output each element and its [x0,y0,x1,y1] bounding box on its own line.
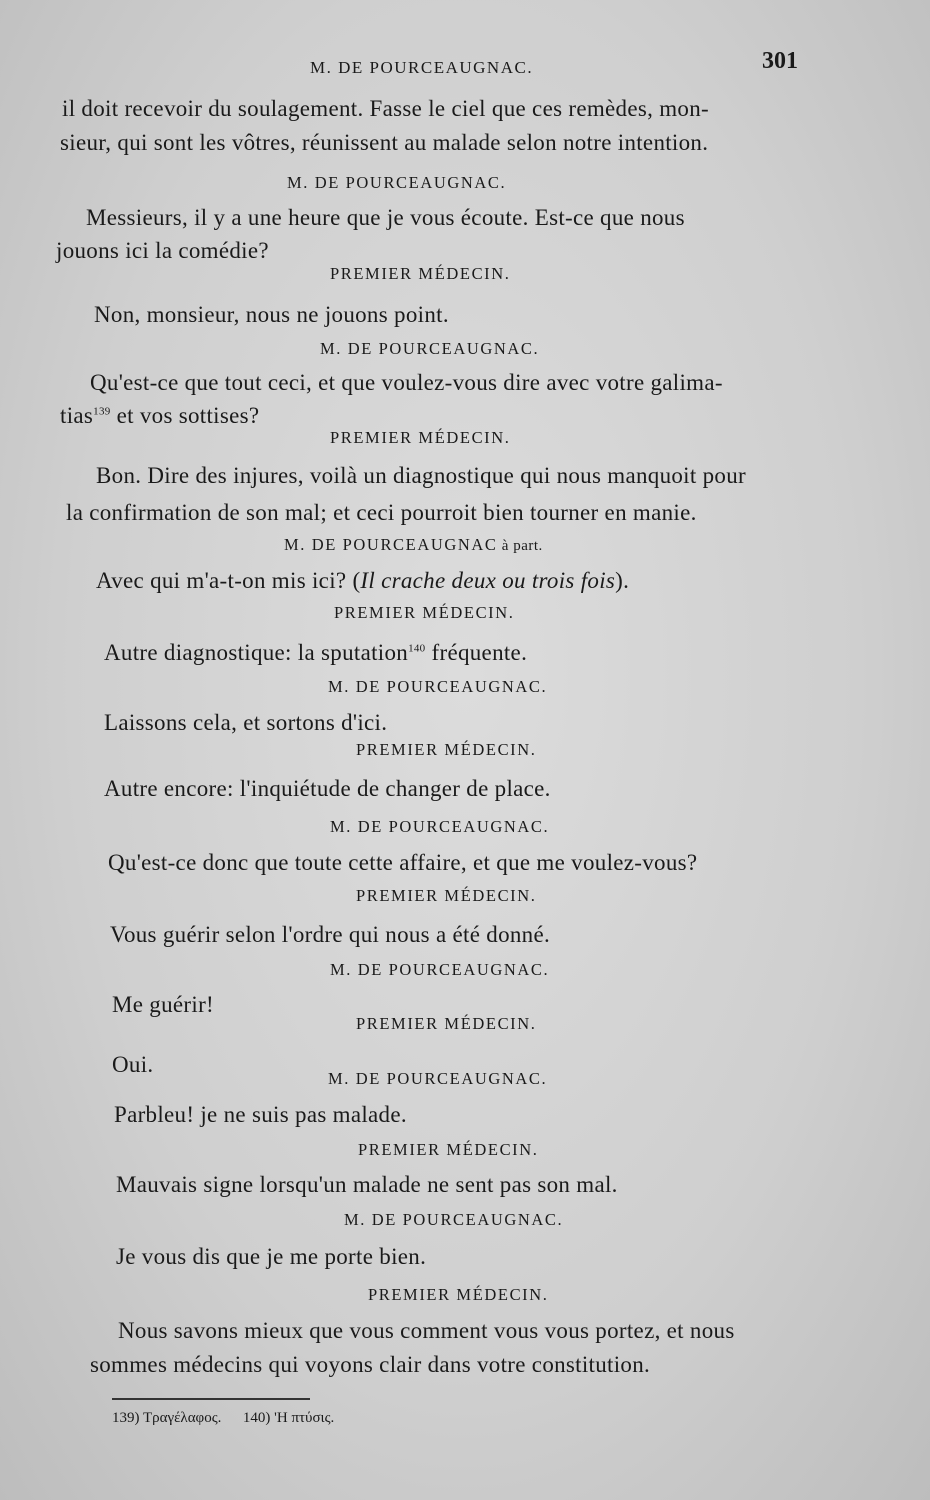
speaker-heading: PREMIER MÉDECIN. [356,886,537,905]
text-line: Bon. Dire des injures, voilà un diagnostique qui nous manquoit pour [96,463,746,488]
speaker-heading: M. DE POURCEAUGNAC. [344,1210,564,1229]
running-head: M. DE POURCEAUGNAC. [310,58,534,77]
text-segment: ). [615,568,630,593]
footnote-text: 'Η πτύσις. [274,1410,335,1426]
speaker-heading: PREMIER MÉDECIN. [330,264,511,283]
text-line: la confirmation de son mal; et ceci pourroit bien tourner en manie. [66,500,697,525]
speaker-heading [284,535,543,555]
text-segment: et vos sottises? [110,403,260,428]
text-segment: Autre diagnostique: la sputation [104,640,409,665]
text-line [96,568,629,594]
text-segment: fréquente. [425,640,528,665]
text-line: Mauvais signe lorsqu'un malade ne sent pas son mal. [116,1172,618,1197]
speaker-heading: M. DE POURCEAUGNAC. [328,1069,548,1088]
footnote-mark: 139) [112,1410,140,1426]
footnote-rule [112,1398,310,1400]
speaker-heading: PREMIER MÉDECIN. [358,1140,539,1159]
text-line: Qu'est-ce que tout ceci, et que voulez-vous dire avec votre galima- [90,370,723,395]
footnotes [112,1410,334,1427]
text-line: Parbleu! je ne suis pas malade. [114,1102,407,1127]
text-line: Vous guérir selon l'ordre qui nous a été donné. [110,922,551,947]
text-line: il doit recevoir du soulagement. Fasse le ciel que ces remèdes, mon- [62,96,709,121]
speaker-heading: PREMIER MÉDECIN. [368,1285,549,1304]
speaker-heading: PREMIER MÉDECIN. [330,428,511,447]
stage-aside: à part. [497,538,543,554]
text-line: Autre encore: l'inquiétude de changer de place. [104,776,551,801]
speaker-heading: PREMIER MÉDECIN. [356,1014,537,1033]
footnote-ref: 140 [408,642,426,655]
text-segment: Avec qui m'a-t-on mis ici? ( [96,568,361,593]
text-line [60,403,259,429]
page-number: 301 [762,48,798,74]
text-line: Nous savons mieux que vous comment vous vous portez, et nous [118,1318,735,1343]
footnote-text: Τραγέλαφος. [142,1410,222,1426]
footnote-mark: 140) [242,1410,271,1426]
footnote-ref: 139 [93,405,111,418]
text-line: Messieurs, il y a une heure que je vous écoute. Est-ce que nous [86,205,685,230]
text-segment: tias [60,403,94,428]
text-line: Oui. [112,1052,154,1077]
speaker-heading: M. DE POURCEAUGNAC. [330,817,550,836]
text-line [104,640,527,666]
text-line: jouons ici la comédie? [56,238,269,263]
text-line: Me guérir! [112,992,214,1017]
speaker-heading: PREMIER MÉDECIN. [334,603,515,622]
stage-direction: Il crache deux ou trois fois [360,568,616,593]
text-line: Je vous dis que je me porte bien. [116,1244,427,1269]
speaker-heading: M. DE POURCEAUGNAC. [287,173,507,192]
speaker-heading: M. DE POURCEAUGNAC. [328,677,548,696]
speaker-heading: M. DE POURCEAUGNAC. [320,339,540,358]
speaker-heading: M. DE POURCEAUGNAC. [330,960,550,979]
text-line: Qu'est-ce donc que toute cette affaire, et que me voulez-vous? [108,850,698,875]
speaker-heading: PREMIER MÉDECIN. [356,740,537,759]
text-line: Laissons cela, et sortons d'ici. [104,710,388,735]
speaker-name: M. DE POURCEAUGNAC [284,535,498,554]
text-line: sommes médecins qui voyons clair dans votre constitution. [90,1352,651,1377]
text-line: Non, monsieur, nous ne jouons point. [94,302,449,327]
text-line: sieur, qui sont les vôtres, réunissent au malade selon notre intention. [60,130,709,155]
